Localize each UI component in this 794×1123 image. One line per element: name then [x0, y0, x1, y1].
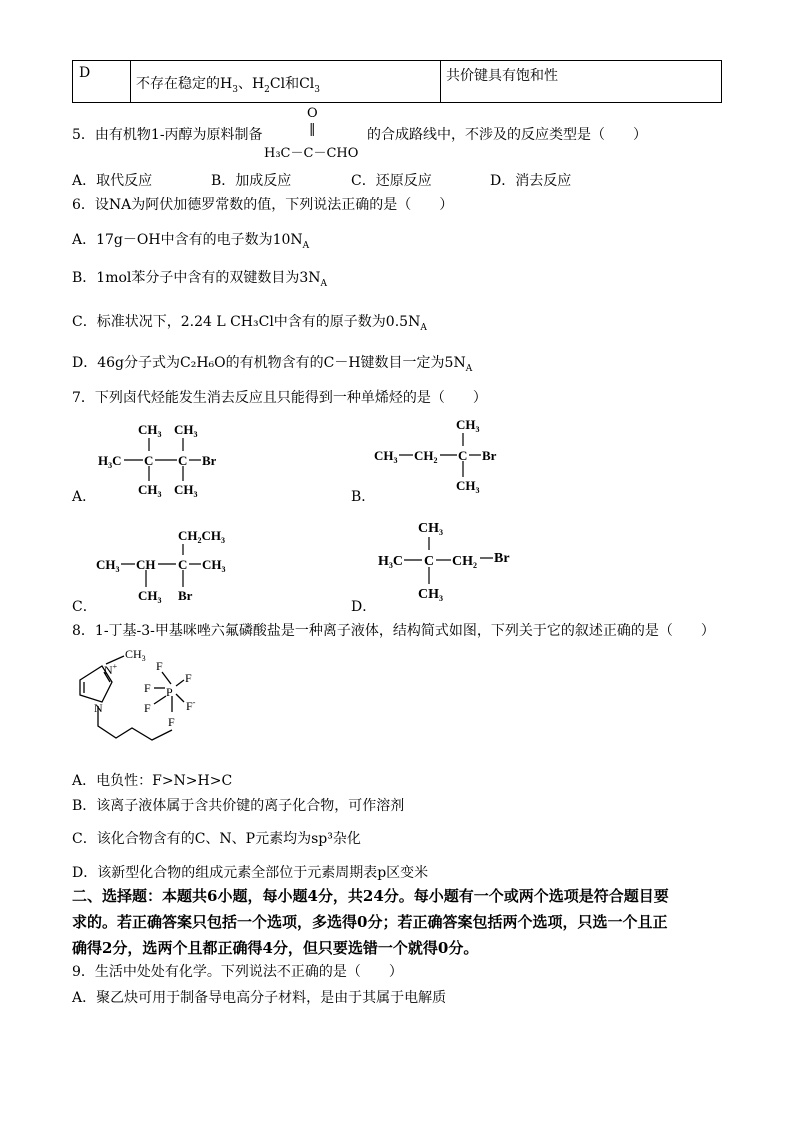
table-cell-reason — [440, 61, 721, 102]
q9-stem: 9．生活中处处有化学。下列说法不正确的是（ ） — [72, 964, 403, 980]
q5-formula-bond: ‖ — [309, 122, 316, 137]
q5-option-c: C．还原反应 — [351, 173, 432, 189]
q6-option-d: D．46g分子式为C₂H₆O的有机物含有的C－H键数目一定为$5N_A$ — [72, 355, 473, 374]
q8-f5: F — [168, 715, 175, 729]
q5-option-a: A．取代反应 — [72, 173, 153, 189]
q7a-c1: C — [144, 453, 154, 468]
q6-stem: 6．设NA为阿伏加德罗常数的值，下列说法正确的是（ ） — [72, 197, 454, 213]
section2-line1: 二、选择题：本题共6小题，每小题4分，共24分。每小题有一个或两个选项是符合题目要 — [72, 887, 669, 905]
q7b-ch3-left: $CH_3$ — [374, 448, 398, 465]
q7a-br: Br — [202, 453, 216, 468]
q7d-ch3-bot: $CH_3$ — [418, 587, 443, 603]
q8-p-label: P — [166, 685, 173, 699]
q7a-c2: C — [178, 453, 188, 468]
q7c-ch3-bot: $CH_3$ — [138, 588, 162, 605]
row-content: 不存在稳定的$H_3$、$H_2Cl$和$Cl_3$ — [136, 76, 321, 95]
q7a-h3c: $H_3C$ — [98, 453, 122, 470]
q9-option-a: A．聚乙炔可用于制备导电高分子材料，是由于其属于电解质 — [72, 990, 447, 1006]
row-reason: 共价键具有饱和性 — [446, 68, 558, 84]
q7b-ch2: $CH_2$ — [414, 448, 438, 465]
q8-f1: F — [156, 659, 163, 673]
q7-label-d: D． — [351, 599, 377, 615]
q7-structure-a — [96, 418, 216, 498]
q5-formula-main: H₃C－C－CHO — [264, 146, 359, 161]
table-cell-letter — [73, 61, 131, 102]
q6-option-a: A．17g－OH中含有的电子数为$10N_A$ — [72, 232, 310, 251]
q8-option-c: C．该化合物含有的C、N、P元素均为sp³杂化 — [72, 831, 361, 847]
q7-stem: 7．下列卤代烃能发生消去反应且只能得到一种单烯烃的是（ ） — [72, 390, 487, 406]
q7b-br: Br — [482, 448, 497, 463]
q7-label-c: C． — [72, 599, 97, 615]
q5-formula-o: O — [307, 106, 318, 121]
q8-ionic-liquid-structure — [68, 640, 208, 756]
q6-option-b: B．1mol苯分子中含有的双键数目为$3N_A$ — [72, 270, 328, 289]
answer-table-row — [72, 60, 722, 103]
q7d-br: Br — [494, 551, 510, 566]
q5-stem-a: 5．由有机物1-丙醇为原料制备 — [72, 127, 263, 143]
q7c-ch3-left: $CH_3$ — [96, 557, 120, 574]
q7-structure-c — [94, 524, 244, 606]
q7b-ch3-top: $CH_3$ — [456, 417, 480, 434]
q8-n-label: N — [94, 701, 103, 715]
q7a-ch3-top-left: $CH_3$ — [138, 422, 162, 439]
q7-label-a: A． — [72, 489, 97, 505]
q7a-ch3-top-right: $CH_3$ — [174, 422, 198, 439]
section2-line3: 确得2分，选两个且都正确得4分，但只要选错一个就得0分。 — [72, 939, 479, 957]
q8-f6: F- — [186, 698, 196, 713]
q6-option-c: C．标准状况下，2.24 L CH₃Cl中含有的原子数为$0.5N_A$ — [72, 314, 427, 333]
q7-label-b: B． — [351, 489, 376, 505]
q7d-ch3-top: $CH_3$ — [418, 521, 443, 537]
q7c-ch: CH — [136, 557, 156, 572]
q7c-ch2ch3: $CH_2CH_3$ — [178, 528, 225, 545]
q5-option-b: B．加成反应 — [211, 173, 292, 189]
row-letter: D — [79, 65, 91, 81]
q8-ch3-label: $CH_3$ — [125, 647, 146, 663]
q7c-ch3-right: $CH_3$ — [202, 557, 226, 574]
q7b-c: C — [458, 448, 468, 463]
q7-structure-d — [376, 516, 526, 604]
q7c-br: Br — [178, 588, 193, 603]
q7d-ch2: $CH_2$ — [452, 554, 477, 570]
q8-n-plus-label: N+ — [104, 662, 118, 677]
q8-stem: 8．1-丁基-3-甲基咪唑六氟磷酸盐是一种离子液体，结构简式如图，下列关于它的叙述正确的是（ ） — [72, 623, 715, 639]
q7d-h3c: $H_3C$ — [378, 554, 404, 570]
q5-option-d: D．消去反应 — [490, 173, 572, 189]
q7a-ch3-bot-right: $CH_3$ — [174, 482, 198, 498]
q8-option-b: B．该离子液体属于含共价键的离子化合物，可作溶剂 — [72, 798, 405, 814]
q7c-c: C — [178, 557, 188, 572]
q7d-c: C — [424, 554, 435, 569]
section2-line2: 求的。若正确答案只包括一个选项，多选得0分；若正确答案包括两个选项，只选一个且正 — [72, 913, 668, 931]
q8-option-a: A．电负性：F>N>H>C — [72, 773, 233, 789]
q5-stem-b: 的合成路线中，不涉及的反应类型是（ ） — [367, 127, 647, 143]
table-cell-content — [130, 61, 441, 102]
q8-f3: F — [185, 671, 192, 685]
q7b-ch3-bot: $CH_3$ — [456, 478, 480, 493]
q7-structure-b — [372, 413, 512, 493]
q8-f2: F — [144, 681, 151, 695]
q8-option-d: D．该新型化合物的组成元素全部位于元素周期表p区变米 — [72, 865, 429, 881]
q7a-ch3-bot-left: $CH_3$ — [138, 482, 162, 498]
q8-f4: F — [144, 701, 151, 715]
